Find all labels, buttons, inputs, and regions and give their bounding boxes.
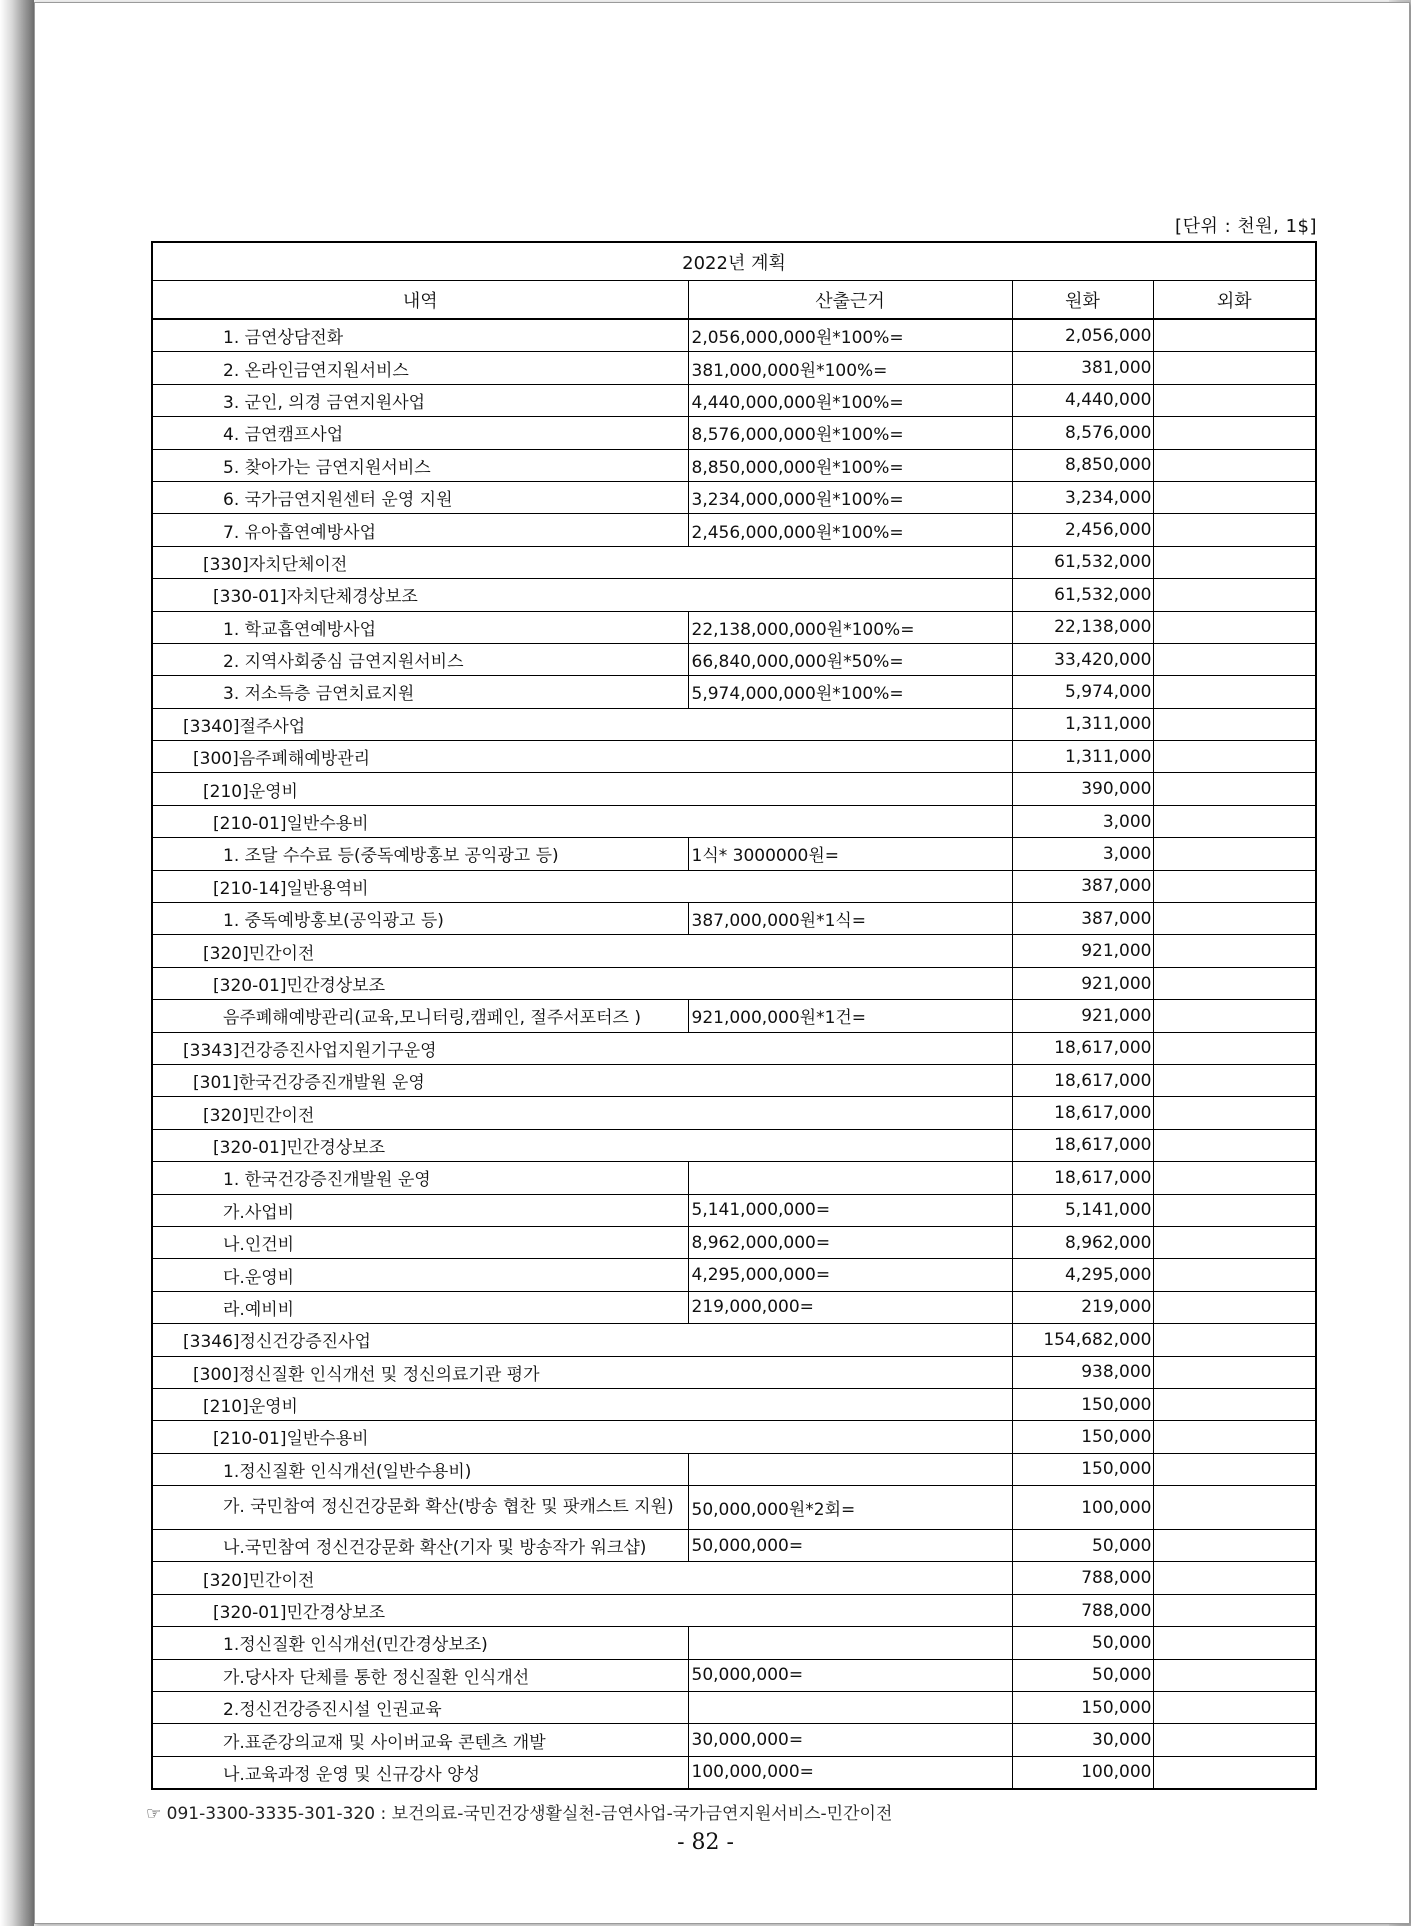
- cell-krw-amount: 381,000: [1012, 352, 1153, 384]
- table-row: [152, 1226, 1316, 1258]
- cell-krw-amount: 18,617,000: [1012, 1129, 1153, 1161]
- cell-foreign-amount: [1153, 1162, 1316, 1194]
- cell-krw-amount: 18,617,000: [1012, 1032, 1153, 1064]
- cell-item: 1. 학교흡연예방사업: [152, 611, 688, 643]
- cell-basis: 2,056,000,000원*100%=: [688, 319, 1012, 352]
- cell-foreign-amount: [1153, 1659, 1316, 1691]
- cell-basis: [688, 870, 1012, 902]
- cell-item: [210]운영비: [152, 1388, 688, 1420]
- cell-foreign-amount: [1153, 352, 1316, 384]
- cell-foreign-amount: [1153, 643, 1316, 675]
- footer-code: ☞ 091-3300-3335-301-320 : 보건의료-국민건강생활실천-금연사업-국가금연지원서비스-민간이전: [146, 1804, 893, 1824]
- cell-krw-amount: 921,000: [1012, 935, 1153, 967]
- table-row: [152, 1421, 1316, 1453]
- cell-krw-amount: 61,532,000: [1012, 579, 1153, 611]
- cell-item: 3. 군인, 의경 금연지원사업: [152, 384, 688, 416]
- table-row: [152, 805, 1316, 837]
- table-row: [152, 1032, 1316, 1064]
- table-row: [152, 773, 1316, 805]
- cell-item: 1. 금연상담전화: [152, 319, 688, 352]
- cell-item: [210-01]일반수용비: [152, 805, 688, 837]
- cell-item: 1. 조달 수수료 등(중독예방홍보 공익광고 등): [152, 838, 688, 870]
- cell-foreign-amount: [1153, 1421, 1316, 1453]
- cell-krw-amount: 8,576,000: [1012, 417, 1153, 449]
- table-row: [152, 417, 1316, 449]
- column-header-foreign: 외화: [1153, 281, 1316, 320]
- cell-basis: [688, 741, 1012, 773]
- cell-krw-amount: 33,420,000: [1012, 643, 1153, 675]
- cell-basis: 22,138,000,000원*100%=: [688, 611, 1012, 643]
- table-row: [152, 514, 1316, 546]
- cell-foreign-amount: [1153, 579, 1316, 611]
- cell-krw-amount: 1,311,000: [1012, 708, 1153, 740]
- budget-table: [151, 241, 1317, 1790]
- table-row: [152, 1692, 1316, 1724]
- cell-foreign-amount: [1153, 1594, 1316, 1626]
- cell-item: 나.교육과정 운영 및 신규강사 양성: [152, 1756, 688, 1789]
- cell-foreign-amount: [1153, 741, 1316, 773]
- table-row: [152, 481, 1316, 513]
- cell-krw-amount: 788,000: [1012, 1594, 1153, 1626]
- cell-item: 2. 온라인금연지원서비스: [152, 352, 688, 384]
- cell-item: [301]한국건강증진개발원 운영: [152, 1064, 688, 1096]
- cell-basis: 2,456,000,000원*100%=: [688, 514, 1012, 546]
- cell-basis: 66,840,000,000원*50%=: [688, 643, 1012, 675]
- cell-krw-amount: 2,456,000: [1012, 514, 1153, 546]
- cell-krw-amount: 4,295,000: [1012, 1259, 1153, 1291]
- cell-krw-amount: 921,000: [1012, 1000, 1153, 1032]
- cell-item: [300]정신질환 인식개선 및 정신의료기관 평가: [152, 1356, 688, 1388]
- cell-basis: 4,440,000,000원*100%=: [688, 384, 1012, 416]
- table-row: [152, 967, 1316, 999]
- cell-basis: [688, 1356, 1012, 1388]
- table-row: [152, 838, 1316, 870]
- table-row: [152, 1562, 1316, 1594]
- cell-foreign-amount: [1153, 611, 1316, 643]
- table-row: [152, 935, 1316, 967]
- table-row: [152, 903, 1316, 935]
- cell-item: [3346]정신건강증진사업: [152, 1324, 688, 1356]
- cell-basis: 219,000,000=: [688, 1291, 1012, 1323]
- cell-basis: 5,141,000,000=: [688, 1194, 1012, 1226]
- table-row: [152, 1000, 1316, 1032]
- cell-foreign-amount: [1153, 1388, 1316, 1420]
- cell-basis: [688, 1324, 1012, 1356]
- cell-krw-amount: 50,000: [1012, 1627, 1153, 1659]
- cell-basis: 8,962,000,000=: [688, 1226, 1012, 1258]
- cell-basis: 4,295,000,000=: [688, 1259, 1012, 1291]
- cell-foreign-amount: [1153, 417, 1316, 449]
- table-row: [152, 1097, 1316, 1129]
- cell-basis: [688, 1064, 1012, 1096]
- cell-foreign-amount: [1153, 676, 1316, 708]
- cell-basis: [688, 1692, 1012, 1724]
- cell-basis: [688, 579, 1012, 611]
- cell-foreign-amount: [1153, 1291, 1316, 1323]
- cell-basis: 30,000,000=: [688, 1724, 1012, 1756]
- cell-basis: 50,000,000=: [688, 1659, 1012, 1691]
- cell-foreign-amount: [1153, 514, 1316, 546]
- cell-item: 나.국민참여 정신건강문화 확산(기자 및 방송작가 워크샵): [152, 1530, 688, 1562]
- table-row: [152, 1756, 1316, 1789]
- cell-foreign-amount: [1153, 967, 1316, 999]
- cell-foreign-amount: [1153, 1129, 1316, 1161]
- cell-krw-amount: 100,000: [1012, 1486, 1153, 1530]
- cell-basis: [688, 546, 1012, 578]
- cell-basis: 50,000,000=: [688, 1530, 1012, 1562]
- cell-basis: [688, 1162, 1012, 1194]
- cell-item: [210]운영비: [152, 773, 688, 805]
- cell-item: [3340]절주사업: [152, 708, 688, 740]
- cell-basis: [688, 935, 1012, 967]
- cell-item: [320-01]민간경상보조: [152, 967, 688, 999]
- cell-krw-amount: 100,000: [1012, 1756, 1153, 1789]
- cell-krw-amount: 18,617,000: [1012, 1162, 1153, 1194]
- cell-foreign-amount: [1153, 1226, 1316, 1258]
- cell-krw-amount: 387,000: [1012, 870, 1153, 902]
- cell-krw-amount: 2,056,000: [1012, 319, 1153, 352]
- cell-foreign-amount: [1153, 1064, 1316, 1096]
- cell-foreign-amount: [1153, 773, 1316, 805]
- cell-item: 5. 찾아가는 금연지원서비스: [152, 449, 688, 481]
- cell-item: 가. 국민참여 정신건강문화 확산(방송 협찬 및 팟캐스트 지원): [152, 1486, 688, 1530]
- cell-item: 다.운영비: [152, 1259, 688, 1291]
- cell-foreign-amount: [1153, 384, 1316, 416]
- table-row: [152, 449, 1316, 481]
- cell-foreign-amount: [1153, 1097, 1316, 1129]
- cell-item: 나.인건비: [152, 1226, 688, 1258]
- column-header-item: 내역: [152, 281, 688, 320]
- cell-krw-amount: 18,617,000: [1012, 1097, 1153, 1129]
- cell-foreign-amount: [1153, 838, 1316, 870]
- cell-basis: 921,000,000원*1건=: [688, 1000, 1012, 1032]
- table-row: [152, 1659, 1316, 1691]
- table-row: [152, 319, 1316, 352]
- table-row: [152, 1486, 1316, 1530]
- cell-foreign-amount: [1153, 935, 1316, 967]
- cell-item: [300]음주폐해예방관리: [152, 741, 688, 773]
- cell-foreign-amount: [1153, 1194, 1316, 1226]
- table-row: [152, 1627, 1316, 1659]
- cell-item: [320-01]민간경상보조: [152, 1129, 688, 1161]
- table-row: [152, 643, 1316, 675]
- cell-item: 라.예비비: [152, 1291, 688, 1323]
- cell-basis: 1식* 3000000원=: [688, 838, 1012, 870]
- table-row: [152, 1129, 1316, 1161]
- cell-basis: 8,576,000,000원*100%=: [688, 417, 1012, 449]
- cell-basis: 50,000,000원*2회=: [688, 1486, 1012, 1530]
- cell-krw-amount: 150,000: [1012, 1453, 1153, 1485]
- table-row: [152, 1388, 1316, 1420]
- cell-krw-amount: 390,000: [1012, 773, 1153, 805]
- cell-krw-amount: 150,000: [1012, 1692, 1153, 1724]
- cell-item: [3343]건강증진사업지원기구운영: [152, 1032, 688, 1064]
- cell-basis: [688, 1129, 1012, 1161]
- page-number: - 82 -: [677, 1830, 734, 1855]
- cell-foreign-amount: [1153, 1486, 1316, 1530]
- cell-foreign-amount: [1153, 1324, 1316, 1356]
- table-row: [152, 546, 1316, 578]
- cell-basis: 387,000,000원*1식=: [688, 903, 1012, 935]
- cell-foreign-amount: [1153, 1453, 1316, 1485]
- cell-foreign-amount: [1153, 903, 1316, 935]
- cell-item: 6. 국가금연지원센터 운영 지원: [152, 481, 688, 513]
- cell-basis: [688, 967, 1012, 999]
- cell-foreign-amount: [1153, 1000, 1316, 1032]
- cell-krw-amount: 154,682,000: [1012, 1324, 1153, 1356]
- cell-krw-amount: 5,974,000: [1012, 676, 1153, 708]
- cell-krw-amount: 3,234,000: [1012, 481, 1153, 513]
- cell-foreign-amount: [1153, 449, 1316, 481]
- table-row: [152, 1259, 1316, 1291]
- cell-basis: 100,000,000=: [688, 1756, 1012, 1789]
- cell-krw-amount: 387,000: [1012, 903, 1153, 935]
- cell-foreign-amount: [1153, 1692, 1316, 1724]
- table-row: [152, 611, 1316, 643]
- unit-note: [단위 : 천원, 1$]: [1175, 216, 1317, 237]
- cell-foreign-amount: [1153, 1627, 1316, 1659]
- table-row: [152, 1594, 1316, 1626]
- cell-item: [330]자치단체이전: [152, 546, 688, 578]
- cell-item: 3. 저소득층 금연치료지원: [152, 676, 688, 708]
- table-row: [152, 1324, 1316, 1356]
- table-row: [152, 676, 1316, 708]
- cell-krw-amount: 150,000: [1012, 1388, 1153, 1420]
- cell-krw-amount: 938,000: [1012, 1356, 1153, 1388]
- cell-foreign-amount: [1153, 481, 1316, 513]
- cell-foreign-amount: [1153, 708, 1316, 740]
- cell-krw-amount: 18,617,000: [1012, 1064, 1153, 1096]
- cell-foreign-amount: [1153, 1356, 1316, 1388]
- table-row: [152, 870, 1316, 902]
- cell-foreign-amount: [1153, 1724, 1316, 1756]
- cell-krw-amount: 22,138,000: [1012, 611, 1153, 643]
- cell-item: 가.표준강의교재 및 사이버교육 콘텐츠 개발: [152, 1724, 688, 1756]
- cell-item: 가.당사자 단체를 통한 정신질환 인식개선: [152, 1659, 688, 1691]
- cell-basis: 381,000,000원*100%=: [688, 352, 1012, 384]
- table-title: 2022년 계획: [152, 242, 1316, 281]
- table-row: [152, 1530, 1316, 1562]
- cell-krw-amount: 8,962,000: [1012, 1226, 1153, 1258]
- cell-item: 1.정신질환 인식개선(민간경상보조): [152, 1627, 688, 1659]
- cell-basis: [688, 805, 1012, 837]
- cell-item: [320]민간이전: [152, 935, 688, 967]
- cell-foreign-amount: [1153, 1032, 1316, 1064]
- cell-foreign-amount: [1153, 1530, 1316, 1562]
- cell-item: 4. 금연캠프사업: [152, 417, 688, 449]
- table-row: [152, 708, 1316, 740]
- cell-basis: [688, 1097, 1012, 1129]
- cell-foreign-amount: [1153, 870, 1316, 902]
- cell-foreign-amount: [1153, 546, 1316, 578]
- cell-item: 가.사업비: [152, 1194, 688, 1226]
- cell-foreign-amount: [1153, 319, 1316, 352]
- table-row: [152, 352, 1316, 384]
- cell-basis: [688, 1453, 1012, 1485]
- page-left-edge: [0, 0, 34, 1926]
- table-row: [152, 741, 1316, 773]
- cell-krw-amount: 8,850,000: [1012, 449, 1153, 481]
- table-row: [152, 1356, 1316, 1388]
- cell-krw-amount: 4,440,000: [1012, 384, 1153, 416]
- cell-krw-amount: 150,000: [1012, 1421, 1153, 1453]
- table-row: [152, 384, 1316, 416]
- cell-basis: 5,974,000,000원*100%=: [688, 676, 1012, 708]
- cell-foreign-amount: [1153, 1562, 1316, 1594]
- table-row: [152, 1291, 1316, 1323]
- table-row: [152, 1162, 1316, 1194]
- cell-krw-amount: 3,000: [1012, 838, 1153, 870]
- table-row: [152, 1453, 1316, 1485]
- cell-basis: [688, 708, 1012, 740]
- cell-item: 2. 지역사회중심 금연지원서비스: [152, 643, 688, 675]
- cell-foreign-amount: [1153, 1259, 1316, 1291]
- table-row: [152, 1194, 1316, 1226]
- cell-basis: 3,234,000,000원*100%=: [688, 481, 1012, 513]
- cell-krw-amount: 50,000: [1012, 1530, 1153, 1562]
- cell-item: [330-01]자치단체경상보조: [152, 579, 688, 611]
- cell-krw-amount: 921,000: [1012, 967, 1153, 999]
- cell-item: [210-01]일반수용비: [152, 1421, 688, 1453]
- cell-item: 7. 유아흡연예방사업: [152, 514, 688, 546]
- cell-basis: [688, 1032, 1012, 1064]
- cell-item: 1. 한국건강증진개발원 운영: [152, 1162, 688, 1194]
- cell-basis: [688, 1627, 1012, 1659]
- cell-basis: [688, 1562, 1012, 1594]
- cell-basis: [688, 1388, 1012, 1420]
- cell-item: 1.정신질환 인식개선(일반수용비): [152, 1453, 688, 1485]
- cell-basis: 8,850,000,000원*100%=: [688, 449, 1012, 481]
- cell-item: 2.정신건강증진시설 인권교육: [152, 1692, 688, 1724]
- cell-krw-amount: 61,532,000: [1012, 546, 1153, 578]
- column-header-basis: 산출근거: [688, 281, 1012, 320]
- table-row: [152, 1064, 1316, 1096]
- cell-item: 1. 중독예방홍보(공익광고 등): [152, 903, 688, 935]
- cell-item: [210-14]일반용역비: [152, 870, 688, 902]
- cell-item: [320-01]민간경상보조: [152, 1594, 688, 1626]
- cell-basis: [688, 1594, 1012, 1626]
- cell-item: 음주폐해예방관리(교육,모니터링,캠페인, 절주서포터즈 ): [152, 1000, 688, 1032]
- cell-basis: [688, 1421, 1012, 1453]
- table-row: [152, 579, 1316, 611]
- cell-item: [320]민간이전: [152, 1097, 688, 1129]
- cell-krw-amount: 1,311,000: [1012, 741, 1153, 773]
- cell-krw-amount: 219,000: [1012, 1291, 1153, 1323]
- table-row: [152, 1724, 1316, 1756]
- cell-krw-amount: 30,000: [1012, 1724, 1153, 1756]
- table-body: [152, 319, 1316, 1789]
- cell-foreign-amount: [1153, 1756, 1316, 1789]
- cell-krw-amount: 50,000: [1012, 1659, 1153, 1691]
- column-header-krw: 원화: [1012, 281, 1153, 320]
- cell-basis: [688, 773, 1012, 805]
- cell-item: [320]민간이전: [152, 1562, 688, 1594]
- cell-foreign-amount: [1153, 805, 1316, 837]
- cell-krw-amount: 3,000: [1012, 805, 1153, 837]
- cell-krw-amount: 788,000: [1012, 1562, 1153, 1594]
- cell-krw-amount: 5,141,000: [1012, 1194, 1153, 1226]
